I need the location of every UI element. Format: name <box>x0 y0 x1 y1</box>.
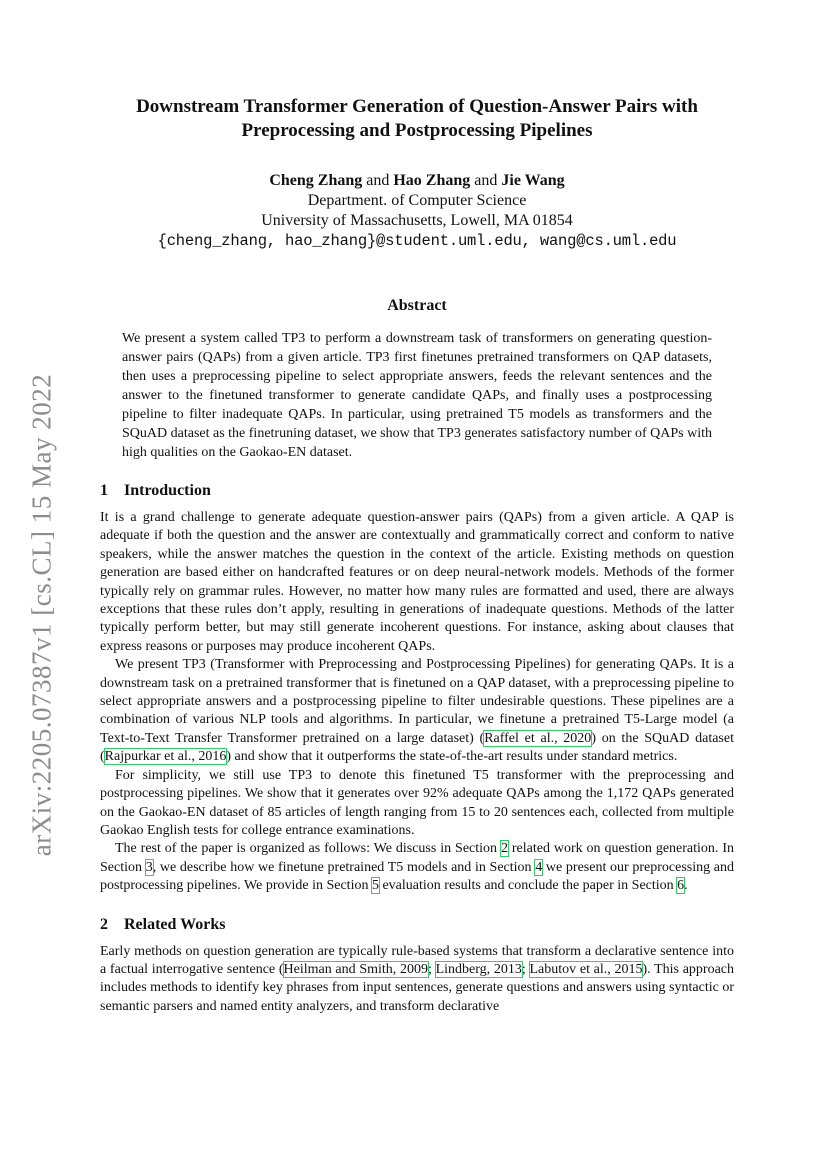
section-related-works-heading <box>100 915 734 935</box>
paper-title <box>100 95 734 143</box>
citation-link-labutov[interactable]: Labutov et al., 2015 <box>529 961 643 977</box>
section-ref-6[interactable]: 6 <box>677 878 685 894</box>
citation-link-heilman[interactable]: Heilman and Smith, 2009 <box>283 961 428 977</box>
intro-paragraph-4: The rest of the paper is organized as follows: We discuss in Section 2 related work on question generation. In Section 3, we describe how we finetune pretrained T5 models and in Section 4 we present our preprocessing and postprocessing pipelines. We provide in Section 5 evaluation results and conclude the paper in Section 6. <box>100 841 735 894</box>
section-title: Related Works <box>124 915 226 933</box>
author-names <box>100 171 734 191</box>
section-ref-4[interactable]: 4 <box>535 859 543 875</box>
abstract-heading: Abstract <box>387 297 447 314</box>
section-ref-2[interactable]: 2 <box>500 841 508 857</box>
title-line-1: Downstream Transformer Generation of Question-Answer Pairs with <box>136 96 698 117</box>
section-title: Introduction <box>124 482 211 499</box>
author-university: University of Massachusetts, Lowell, MA 01854 <box>261 212 573 229</box>
citation-link-lindberg[interactable]: Lindberg, 2013 <box>435 961 522 977</box>
citation-link-rajpurkar[interactable]: Rajpurkar et al., 2016 <box>104 749 227 765</box>
author-emails: {cheng_zhang, hao_zhang}@student.uml.edu, wang@cs.uml.edu <box>157 232 677 250</box>
title-line-2: Preprocessing and Postprocessing Pipelines <box>241 120 593 141</box>
abstract-text: We present a system called TP3 to perform a downstream task of transformers on generating question-answer pairs (QAPs) from a given article. TP3 first finetunes pretrained transformers on QAP datasets, then uses a preprocessing pipeline to select appropriate answers, feeds the relevant sentences and the answer to the finetuned transformer to generate candidate QAPs, and finally uses a postprocessing pipeline to filter inadequate QAPs. In particular, using pretrained T5 models as transformers and the SQuAD dataset as the finetruning dataset, we show that TP3 generates satisfactory number of QAPs with high qualities on the Gaokao-EN dataset. <box>122 331 712 460</box>
intro-paragraph-1: It is a grand challenge to generate adequate question-answer pairs (QAPs) from a given article. A QAP is adequate if both the question and the answer are contextually and grammatically correct and conform to native speakers, while the answer matches the question in the context of the article. Existing methods on question generation are based either on handcrafted features or on deep neural-network models. Methods of the former typically rely on grammar rules. However, no matter how many rules are formatted and used, there are always exceptions that these rules don’t apply, resulting in generations of inadequate questions. Methods of the latter typically perform better, but may still generate incoherent questions. For instance, asking about clauses that express reasons or purposes may produce incoherent QAPs. <box>100 510 734 654</box>
author-block <box>100 171 734 251</box>
section-ref-5[interactable]: 5 <box>371 878 379 894</box>
arxiv-identifier: arXiv:2205.07387v1 [cs.CL] 15 May 2022 <box>26 373 57 857</box>
author-separator: and <box>366 172 390 189</box>
author-1: Cheng Zhang <box>269 172 363 189</box>
section-introduction-heading <box>100 481 734 501</box>
section-number: 2 <box>100 915 108 933</box>
paper-page <box>100 95 734 1016</box>
intro-paragraph-3: For simplicity, we still use TP3 to denote this finetuned T5 transformer with the preprocessing and postprocessing pipelines. We show that it generates over 92% adequate QAPs among the 1,172 QAPs generated on the Gaokao-EN dataset of 85 articles of length ranging from 15 to 20 sentences each, collected from multiple Gaokao English tests for college entrance examinations. <box>100 767 734 838</box>
related-paragraph-1: Early methods on question generation are typically rule-based systems that transform a declarative sentence into a factual interrogative sentence (Heilman and Smith, 2009; Lindberg, 2013; Labutov et al., 2015). This approach includes methods to identify key phrases from input sentences, generate questions and answers using syntactic or semantic parsers and named entity analyzers, and transform declarative <box>100 943 734 1014</box>
author-2: Hao Zhang <box>393 172 471 189</box>
author-department: Department. of Computer Science <box>307 192 527 209</box>
section-number: 1 <box>100 482 108 499</box>
section-ref-3[interactable]: 3 <box>145 859 153 875</box>
author-separator: and <box>474 172 498 189</box>
intro-paragraph-2: We present TP3 (Transformer with Preprocessing and Postprocessing Pipelines) for generating QAPs. It is a downstream task on a pretrained transformer that is finetuned on a QAP dataset, with a preprocessing pipeline to select appropriate answers and a postprocessing pipeline to filter undesirable questions. These pipelines are a combination of various NLP tools and algorithms. In particular, we finetune a pretrained T5-Large model (a Text-to-Text Transfer Transformer pretrained on a large dataset) (Raffel et al., 2020) on the SQuAD dataset (Rajpurkar et al., 2016) and show that it outperforms the state-of-the-art results under standard metrics. <box>100 657 734 765</box>
citation-link-raffel[interactable]: Raffel et al., 2020 <box>484 730 592 746</box>
author-3: Jie Wang <box>501 172 565 189</box>
